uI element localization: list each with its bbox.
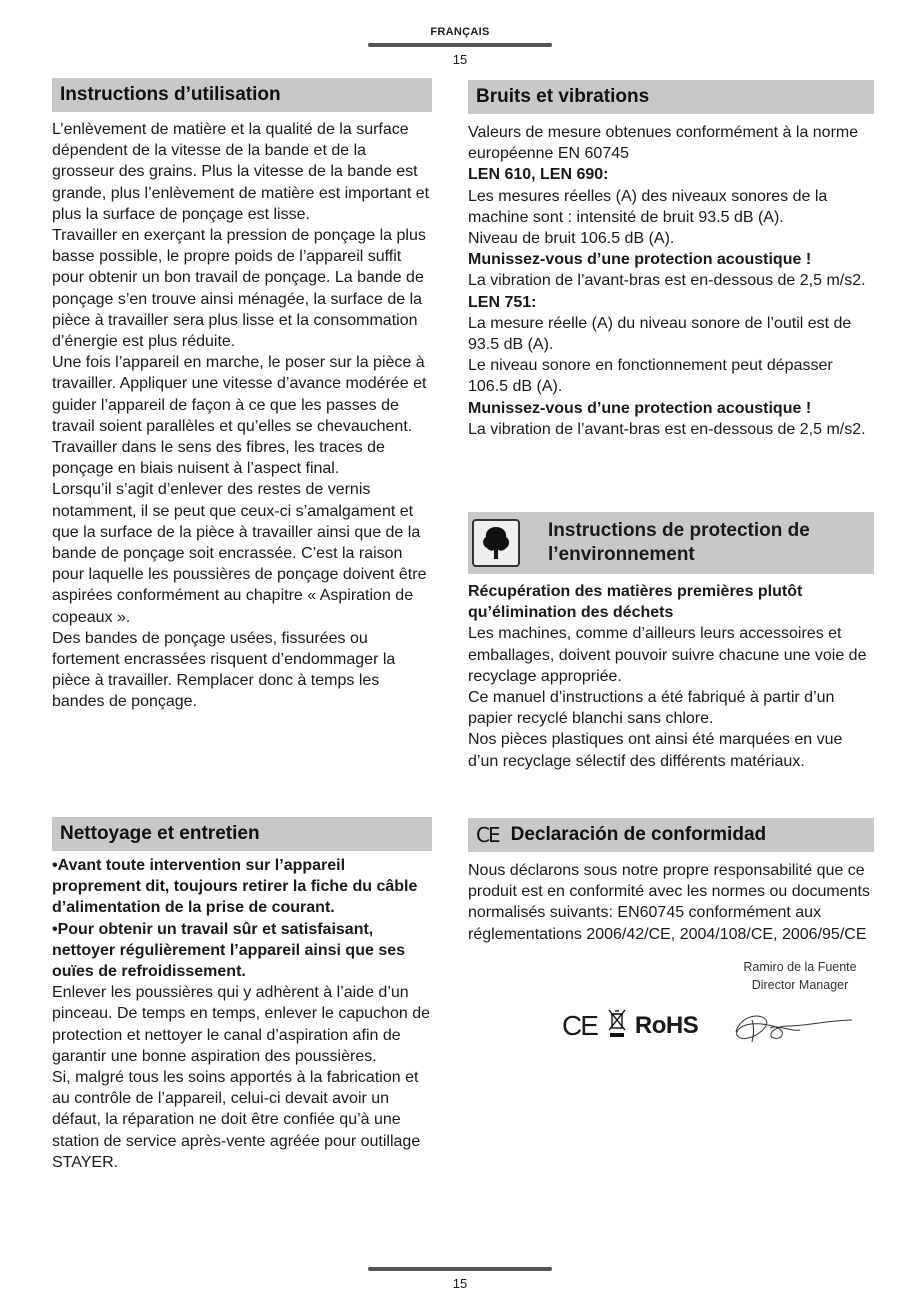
noise-model-a-text: Les mesures réelles (A) des niveaux sonores de la machine sont : intensité de bruit 93.5 dB (A).: [468, 187, 828, 226]
environment-body: [468, 581, 874, 772]
usage-section: [52, 78, 432, 713]
noise-model-a-level: Niveau de bruit 106.5 dB (A).: [468, 230, 675, 248]
noise-model-a: LEN 610, LEN 690:: [468, 166, 609, 184]
signature-image: [730, 1006, 855, 1051]
footer-page-number: 15: [452, 1276, 468, 1291]
signatory-role: Director Manager: [751, 978, 849, 992]
noise-model-b: LEN 751:: [468, 293, 537, 311]
usage-paragraph-1: L’enlèvement de matière et la qualité de la surface dépendent de la vitesse de la bande et de la grosseur des grains. Plus la vitesse de la bande est grande, plus l’enlèvement de matière est important et plus la surface de ponçage est lisse.: [52, 121, 430, 223]
signatory-block: [700, 958, 900, 994]
maintenance-warning-1: •Avant toute intervention sur l’appareil proprement dit, toujours retirer la fiche du câble d’alimentation de la prise de courant.: [52, 857, 418, 917]
environment-section: [468, 512, 874, 772]
maintenance-title: Nettoyage et entretien: [52, 817, 432, 851]
noise-vibration-1: La vibration de l’avant-bras est en-dessous de 2,5 m/s2.: [468, 272, 866, 290]
tree-icon: [472, 519, 520, 567]
environment-title: [548, 519, 810, 567]
signatory-name: Ramiro de la Fuente: [743, 960, 857, 974]
usage-paragraph-2: Travailler en exerçant la pression de ponçage la plus basse possible, le propre poids de l’appareil suffit pour obtenir un bon travail de ponçage. La bande de ponçage s’en trouve ainsi ménagée, la surface de la pièce à travailler sera plus lisse et la consommation d’énergie est plus réduite.: [52, 227, 426, 351]
certification-logos: [562, 1008, 698, 1043]
environment-title-line-2: l’environnement: [548, 544, 695, 565]
conformity-title: Declaración de conformidad: [510, 824, 767, 845]
maintenance-body: [52, 855, 432, 1173]
header-rule: [368, 43, 552, 47]
noise-model-b-level: Le niveau sonore en fonctionnement peut dépasser 106.5 dB (A).: [468, 357, 833, 396]
header-language: FRANÇAIS: [430, 26, 490, 38]
ce-mark-icon: CE: [476, 823, 499, 847]
rohs-logo: RoHS: [634, 1011, 699, 1039]
noise-section: [468, 80, 874, 440]
conformity-section: [468, 818, 874, 945]
usage-paragraph-4: Lorsqu’il s’agit d’enlever des restes de vernis notamment, il se peut que ceux-ci s’amalgament et que la surface de la pièce à travailler ainsi que de la bande de ponçage soit encrassée. C’est la raison pour laquelle les poussières de ponçage doivent être aspirées conformément au chapitre « Aspiration de copeaux ».: [52, 481, 427, 626]
footer-rule: [368, 1267, 552, 1271]
maintenance-paragraph-1: Enlever les poussières qui y adhèrent à l’aide d’un pinceau. De temps en temps, enlever le capuchon de protection et nettoyer le canal d’aspiration afin de garantir une bonne aspiration des poussières.: [52, 984, 431, 1065]
maintenance-section: [52, 817, 432, 1173]
header-page-number: 15: [452, 52, 468, 67]
noise-warning-1: Munissez-vous d’une protection acoustique !: [468, 251, 812, 269]
usage-paragraph-5: Des bandes de ponçage usées, fissurées ou fortement encrassées risquent d’endommager la pièce à travailler. Remplacer donc à temps les bandes de ponçage.: [52, 629, 396, 711]
usage-paragraph-3: Une fois l’appareil en marche, le poser sur la pièce à travailler. Appliquer une vitesse d’avance modérée et guider l’appareil de façon à ce que les passes de travail soient parallèles et qu’elles se chevauchent. Travailler dans le sens des fibres, les traces de ponçage en biais nuisent à l’aspect final.: [52, 354, 427, 478]
environment-title-line-1: Instructions de protection de: [548, 520, 810, 541]
environment-paragraph-3: Nos pièces plastiques ont ainsi été marquées en vue d’un recyclage sélectif des différents matériaux.: [468, 731, 843, 770]
environment-subtitle: Récupération des matières premières plutôt qu’élimination des déchets: [468, 583, 803, 622]
usage-body: [52, 119, 432, 713]
environment-paragraph-2: Ce manuel d’instructions a été fabriqué à partir d’un papier recyclé blanchi sans chlore.: [468, 689, 835, 728]
maintenance-warning-2: •Pour obtenir un travail sûr et satisfaisant, nettoyer régulièrement l’appareil ainsi que ses ouïes de refroidissement.: [52, 920, 406, 981]
ce-logo-icon: CE: [562, 1009, 597, 1041]
noise-model-b-text: La mesure réelle (A) du niveau sonore de l’outil est de 93.5 dB (A).: [468, 314, 852, 354]
conformity-text: Nous déclarons sous notre propre responsabilité que ce produit est en conformité avec les normes ou documents normalisés suivants: EN60745 conformément aux réglementations 2006/42/CE, 2004/108/CE, 2006/95/CE: [468, 862, 870, 943]
maintenance-paragraph-2: Si, malgré tous les soins apportés à la fabrication et au contrôle de l’appareil, celui-ci devait avoir un défaut, la réparation ne doit être confiée qu’à une station de service après-vente agréée pour outillage STAYER.: [52, 1069, 421, 1171]
weee-bin-icon: [607, 1008, 627, 1043]
environment-header: [468, 512, 874, 574]
noise-warning-2: Munissez-vous d’une protection acoustique !: [468, 399, 812, 417]
noise-vibration-2: La vibration de l’avant-bras est en-dessous de 2,5 m/s2.: [468, 420, 866, 438]
conformity-header: [468, 818, 874, 852]
noise-body: [468, 122, 874, 440]
usage-title: Instructions d’utilisation: [52, 78, 432, 112]
noise-title: Bruits et vibrations: [468, 80, 874, 114]
environment-paragraph-1: Les machines, comme d’ailleurs leurs accessoires et emballages, doivent pouvoir suivre chacune une voie de recyclage appropriée.: [468, 625, 867, 685]
noise-intro: Valeurs de mesure obtenues conformément à la norme européenne EN 60745: [468, 124, 859, 163]
